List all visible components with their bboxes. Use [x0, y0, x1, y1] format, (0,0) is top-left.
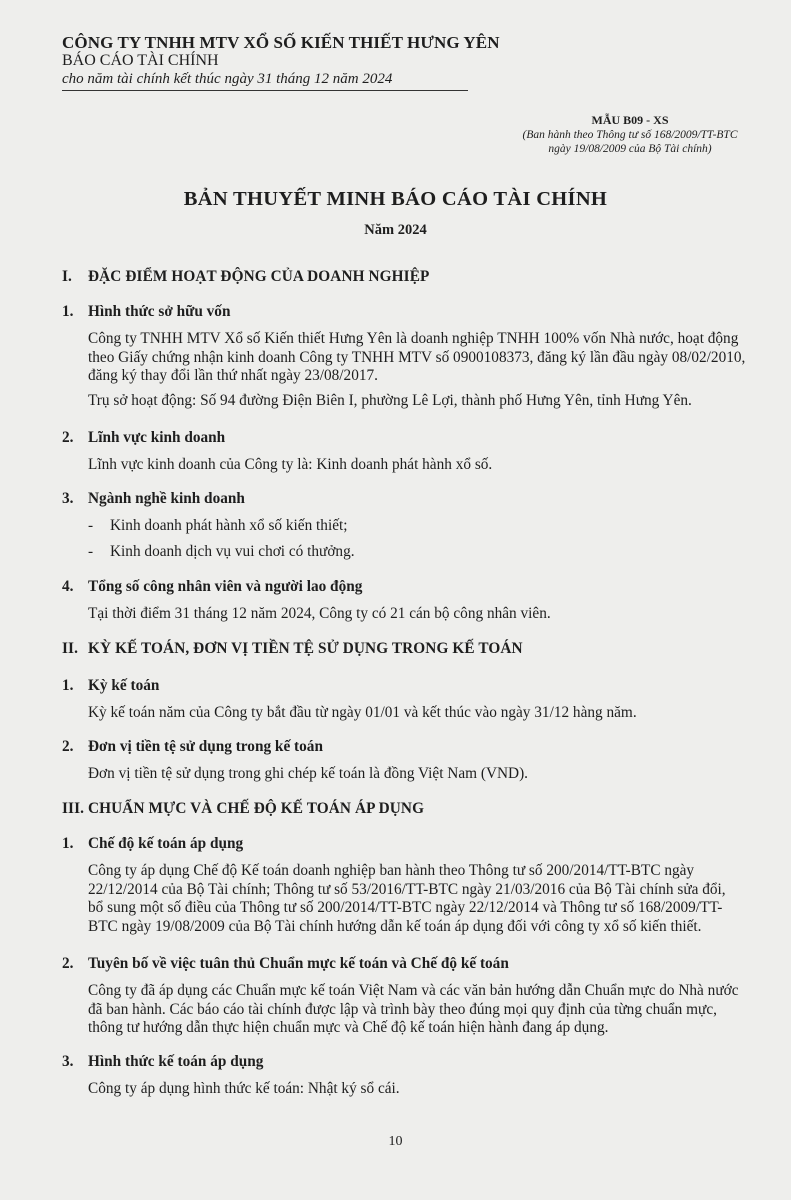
item-3-3-paragraph: Công ty áp dụng hình thức kế toán: Nhật ký sổ cái. — [88, 1080, 400, 1097]
business-line-text: Kinh doanh phát hành xổ số kiến thiết; — [110, 517, 348, 534]
item-2-2-paragraph: Đơn vị tiền tệ sử dụng trong ghi chép kế toán là đồng Việt Nam (VND). — [88, 765, 529, 782]
paragraph-line: theo Giấy chứng nhận kinh doanh Công ty TNHH MTV số 0900108373, đăng ký lần đầu ngày 08/02/2010, — [88, 348, 746, 366]
document-title: BẢN THUYẾT MINH BÁO CÁO TÀI CHÍNH — [183, 188, 608, 210]
report-period: cho năm tài chính kết thúc ngày 31 tháng 12 năm 2024 — [62, 71, 393, 87]
paragraph-line: 22/12/2014 của Bộ Tài chính; Thông tư số 53/2016/TT-BTC ngày 21/03/2016 của Bộ Tài chính sửa đổi, — [88, 880, 726, 898]
business-line-item — [88, 543, 355, 561]
item-2-2-number: 2. — [62, 738, 74, 755]
item-3-3-number: 3. — [62, 1053, 74, 1070]
item-1-2-paragraph: Lĩnh vực kinh doanh của Công ty là: Kinh doanh phát hành xổ số. — [88, 456, 493, 473]
section-3-title: CHUẨN MỰC VÀ CHẾ ĐỘ KẾ TOÁN ÁP DỤNG — [88, 800, 425, 817]
paragraph-line: đã ban hành. Các báo cáo tài chính được lập và trình bày theo đúng mọi quy định của từng chuẩn mực, — [88, 1000, 717, 1018]
paragraph-line: bổ sung một số điều của Thông tư số 200/2014/TT-BTC ngày 22/12/2014 và Thông tư số 168/2009/TT- — [88, 899, 723, 916]
report-name: BÁO CÁO TÀI CHÍNH — [62, 52, 219, 69]
item-1-4-title: Tổng số công nhân viên và người lao động — [88, 578, 363, 595]
page-number: 10 — [388, 1134, 403, 1149]
form-reference — [500, 113, 760, 156]
item-1-1-number: 1. — [62, 303, 74, 320]
item-1-3-title: Ngành nghề kinh doanh — [88, 490, 245, 507]
item-3-1-number: 1. — [62, 835, 74, 852]
item-3-1-paragraph — [88, 862, 760, 936]
dash-bullet: - — [88, 543, 94, 560]
item-2-1-number: 1. — [62, 677, 74, 694]
item-2-1-title: Kỳ kế toán — [88, 677, 160, 694]
company-name: CÔNG TY TNHH MTV XỔ SỐ KIẾN THIẾT HƯNG YÊN — [62, 33, 500, 52]
item-3-2-paragraph — [88, 982, 760, 1038]
section-1-number: I. — [62, 268, 72, 285]
item-1-4-paragraph: Tại thời điểm 31 tháng 12 năm 2024, Công ty có 21 cán bộ công nhân viên. — [88, 605, 551, 622]
section-1-title: ĐẶC ĐIỂM HOẠT ĐỘNG CỦA DOANH NGHIỆP — [88, 268, 430, 285]
item-1-2-number: 2. — [62, 429, 74, 446]
item-2-1-paragraph: Kỳ kế toán năm của Công ty bắt đầu từ ngày 01/01 và kết thúc vào ngày 31/12 hàng năm. — [88, 704, 637, 721]
section-2-number: II. — [62, 640, 79, 657]
paragraph-line: BTC ngày 19/08/2009 của Bộ Tài chính hướng dẫn kế toán áp dụng đối với công ty xổ số kiến thiết. — [88, 917, 702, 935]
section-3-number: III. — [62, 800, 85, 817]
form-code: MẪU B09 - XS — [591, 113, 669, 127]
header-rule — [62, 90, 468, 91]
item-2-2-title: Đơn vị tiền tệ sử dụng trong kế toán — [88, 738, 323, 755]
paragraph-line: Công ty TNHH MTV Xổ số Kiến thiết Hưng Yên là doanh nghiệp TNHH 100% vốn Nhà nước, hoạt động — [88, 330, 739, 347]
paragraph-line: thông tư hướng dẫn thực hiện chuẩn mực và Chế độ kế toán hiện hành đang áp dụng. — [88, 1019, 609, 1036]
item-3-2-title: Tuyên bố về việc tuân thủ Chuẩn mực kế toán và Chế độ kế toán — [88, 955, 509, 972]
form-note-line2: ngày 19/08/2009 của Bộ Tài chính) — [548, 143, 712, 155]
business-line-text: Kinh doanh dịch vụ vui chơi có thưởng. — [110, 543, 355, 560]
document-year: Năm 2024 — [364, 222, 427, 238]
dash-bullet: - — [88, 517, 94, 534]
item-1-4-number: 4. — [62, 578, 74, 595]
item-1-1-paragraph-1 — [88, 330, 760, 386]
form-note-line1: (Ban hành theo Thông tư số 168/2009/TT-BTC — [522, 129, 738, 141]
business-line-item — [88, 517, 348, 535]
report-header — [62, 33, 762, 91]
item-1-1-title: Hình thức sở hữu vốn — [88, 303, 231, 320]
paragraph-line: Công ty đã áp dụng các Chuẩn mực kế toán Việt Nam và các văn bản hướng dẫn Chuẩn mực do Nhà nước — [88, 982, 739, 999]
section-2-title: KỲ KẾ TOÁN, ĐƠN VỊ TIỀN TỆ SỬ DỤNG TRONG KẾ TOÁN — [88, 640, 523, 657]
item-3-2-number: 2. — [62, 955, 74, 972]
item-1-3-number: 3. — [62, 490, 74, 507]
item-1-1-paragraph-2: Trụ sở hoạt động: Số 94 đường Điện Biên I, phường Lê Lợi, thành phố Hưng Yên, tỉnh Hưng Yên. — [88, 392, 692, 409]
paragraph-line: đăng ký thay đổi lần thứ nhất ngày 23/08/2017. — [88, 367, 378, 384]
item-1-2-title: Lĩnh vực kinh doanh — [88, 429, 226, 446]
item-3-3-title: Hình thức kế toán áp dụng — [88, 1053, 264, 1070]
item-3-1-title: Chế độ kế toán áp dụng — [88, 835, 244, 852]
paragraph-line: Công ty áp dụng Chế độ Kế toán doanh nghiệp ban hành theo Thông tư số 200/2014/TT-BTC ngày — [88, 862, 695, 879]
